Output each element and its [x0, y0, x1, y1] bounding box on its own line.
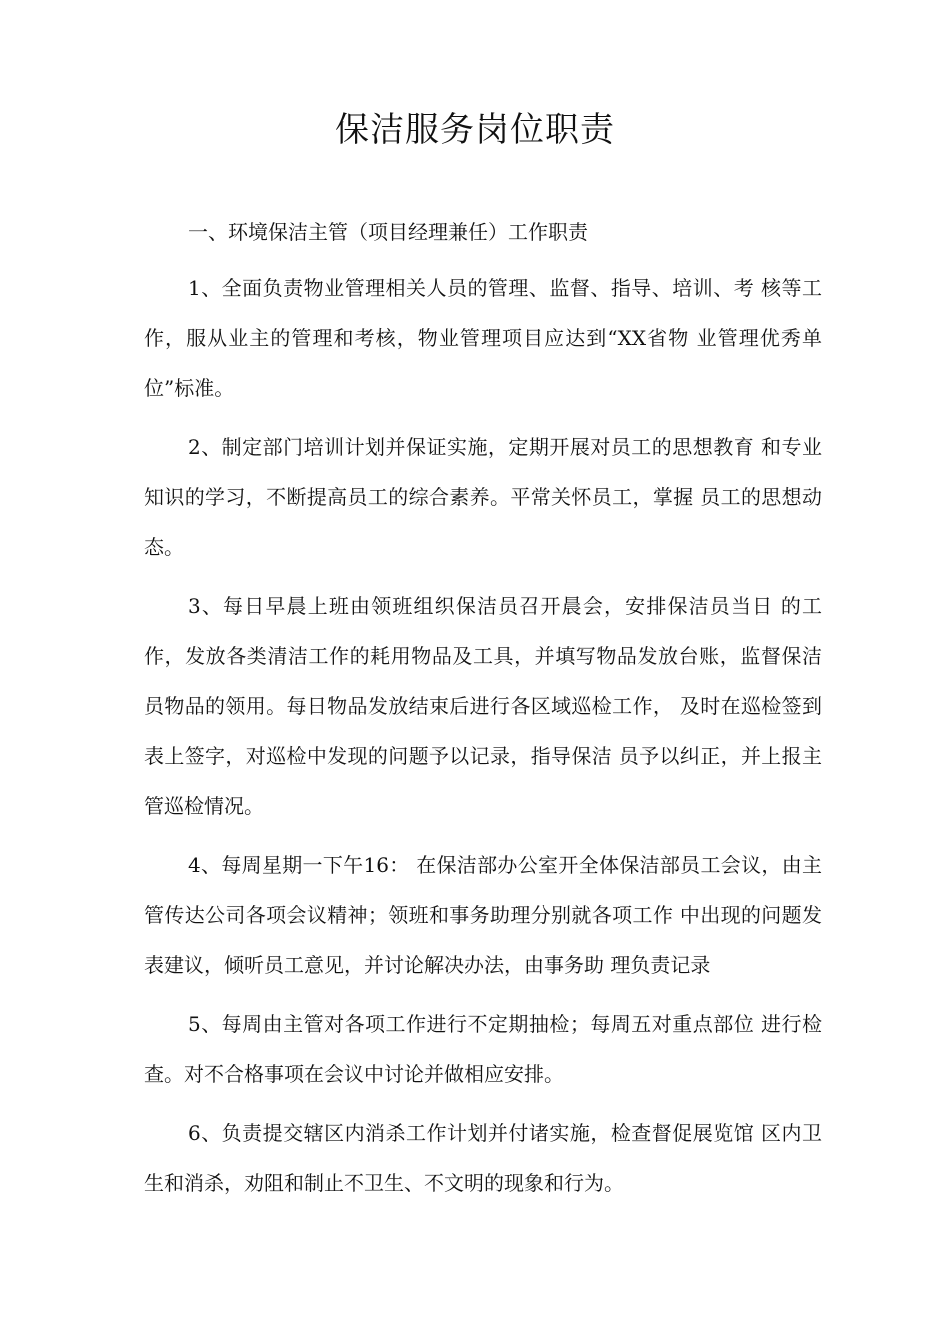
paragraph-6: 6、负责提交辖区内消杀工作计划并付诸实施，检查督促展览馆 区内卫生和消杀，劝阻和制止不卫生、不文明的现象和行为。: [144, 1121, 822, 1195]
paragraph-4: 4、每周星期一下午16： 在保洁部办公室开全体保洁部员工会议，由主管传达公司各项会议精神；领班和事务助理分别就各项工作 中出现的问题发表建议，倾听员工意见，并讨论解决办法，由事务助 理负责记录: [144, 853, 822, 977]
document-title: 保洁服务岗位职责: [335, 110, 615, 150]
paragraph-2: 2、制定部门培训计划并保证实施，定期开展对员工的思想教育 和专业知识的学习，不断提高员工的综合素养。平常关怀员工，掌握 员工的思想动态。: [144, 435, 822, 559]
paragraph-3: 3、每日早晨上班由领班组织保洁员召开晨会，安排保洁员当日 的工作，发放各类清洁工作的耗用物品及工具，并填写物品发放台账，监督保洁员物品的领用。每日物品发放结束后进行各区域巡检工作， 及时在巡检签到表上签字，对巡检中发现的问题予以记录，指导保洁 员予以纠正，并上报主管巡检情况。: [144, 594, 822, 818]
document-body: [144, 207, 822, 1217]
paragraph-1: 1、全面负责物业管理相关人员的管理、监督、指导、培训、考 核等工作，服从业主的管理和考核，物业管理项目应达到“XX省物 业管理优秀单位”标准。: [144, 276, 822, 400]
paragraph-5: 5、每周由主管对各项工作进行不定期抽检；每周五对重点部位 进行检查。对不合格事项在会议中讨论并做相应安排。: [144, 1012, 822, 1086]
section-heading: 一、环境保洁主管（项目经理兼任）工作职责: [188, 220, 588, 244]
